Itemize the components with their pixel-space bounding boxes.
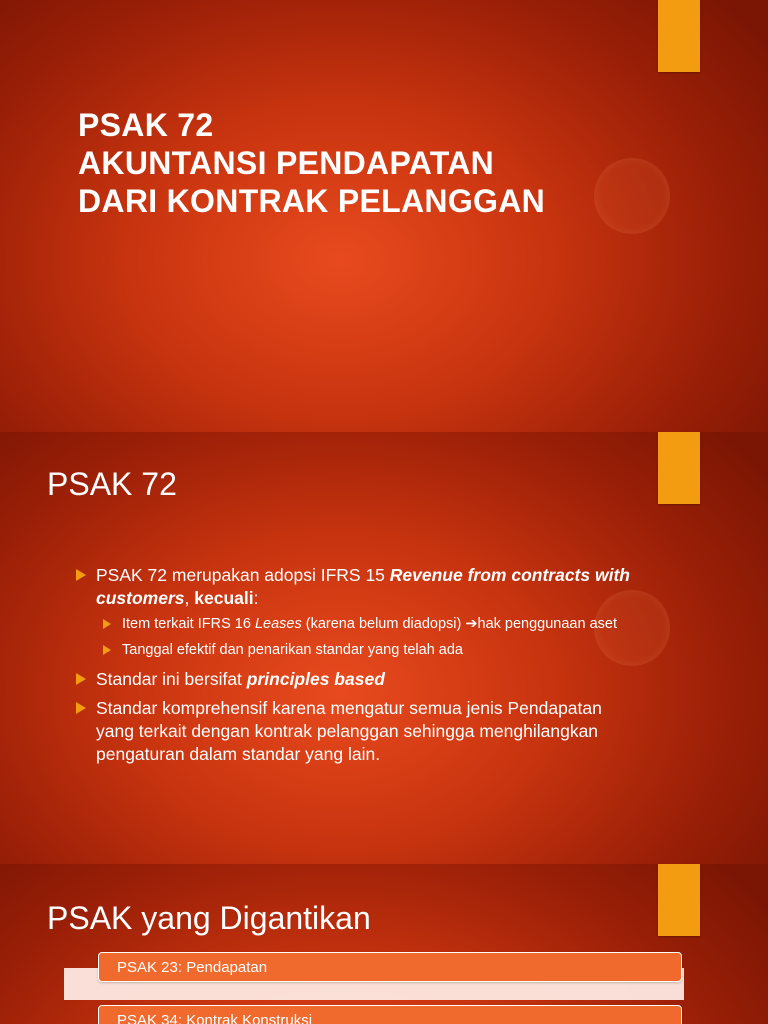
bullet-text: Standar ini bersifat [96, 669, 247, 689]
sub-bullet-item [76, 616, 636, 633]
bullet-emphasis: Revenue from contracts with customers [96, 565, 630, 608]
slide-heading: PSAK 72 [47, 466, 177, 502]
accent-tab [658, 0, 700, 72]
bullet-arrow-icon [76, 673, 86, 685]
title-line: AKUNTANSI PENDAPATAN [78, 145, 495, 181]
replaced-standard-item: PSAK 34: Kontrak Konstruksi [98, 1005, 682, 1024]
bullet-emphasis: principles based [246, 669, 385, 689]
slide-replaced-standards [0, 864, 768, 1024]
bullet-bold: kecuali [194, 588, 254, 608]
bullet-text: Standar komprehensif karena mengatur semua jenis Pendapatan yang terkait dengan kontrak pelanggan sehingga menghilangkan pengaturan dalam standar yang lain. [96, 698, 602, 764]
accent-tab [658, 432, 700, 504]
sub-bullet-italic: Leases [254, 616, 302, 632]
sub-bullet-text: hak penggunaan aset [477, 616, 618, 632]
sub-bullet-item [76, 642, 636, 659]
sub-bullet-text: (karena belum diadopsi) [301, 616, 466, 632]
bullet-item [76, 697, 636, 766]
bullet-text: PSAK 72 merupakan adopsi IFRS 15 [96, 565, 390, 585]
sub-bullet-text: Tanggal efektif dan penarikan standar yang telah ada [122, 642, 463, 658]
bullet-item [76, 668, 636, 691]
slide-psak72 [0, 432, 768, 864]
sub-bullet-text: Item terkait IFRS 16 [122, 616, 255, 632]
slide-heading: PSAK yang Digantikan [47, 900, 371, 936]
title-line: DARI KONTRAK PELANGGAN [78, 183, 546, 219]
bullet-text: : [253, 588, 259, 608]
sub-bullet-arrow-icon [103, 645, 111, 655]
accent-tab [658, 864, 700, 936]
title-line: PSAK 72 [78, 107, 214, 143]
bullet-item [76, 564, 636, 610]
replaced-standard-item: PSAK 23: Pendapatan [98, 952, 682, 982]
decorative-circle [594, 158, 670, 234]
bullet-arrow-icon [76, 569, 86, 581]
slide-title [0, 0, 768, 432]
bullet-arrow-icon [76, 702, 86, 714]
bullet-list [76, 564, 636, 772]
right-arrow-icon: ➔ [465, 616, 478, 632]
sub-bullet-arrow-icon [103, 619, 111, 629]
bullet-text: , [184, 588, 195, 608]
slide-title-text [78, 106, 545, 220]
